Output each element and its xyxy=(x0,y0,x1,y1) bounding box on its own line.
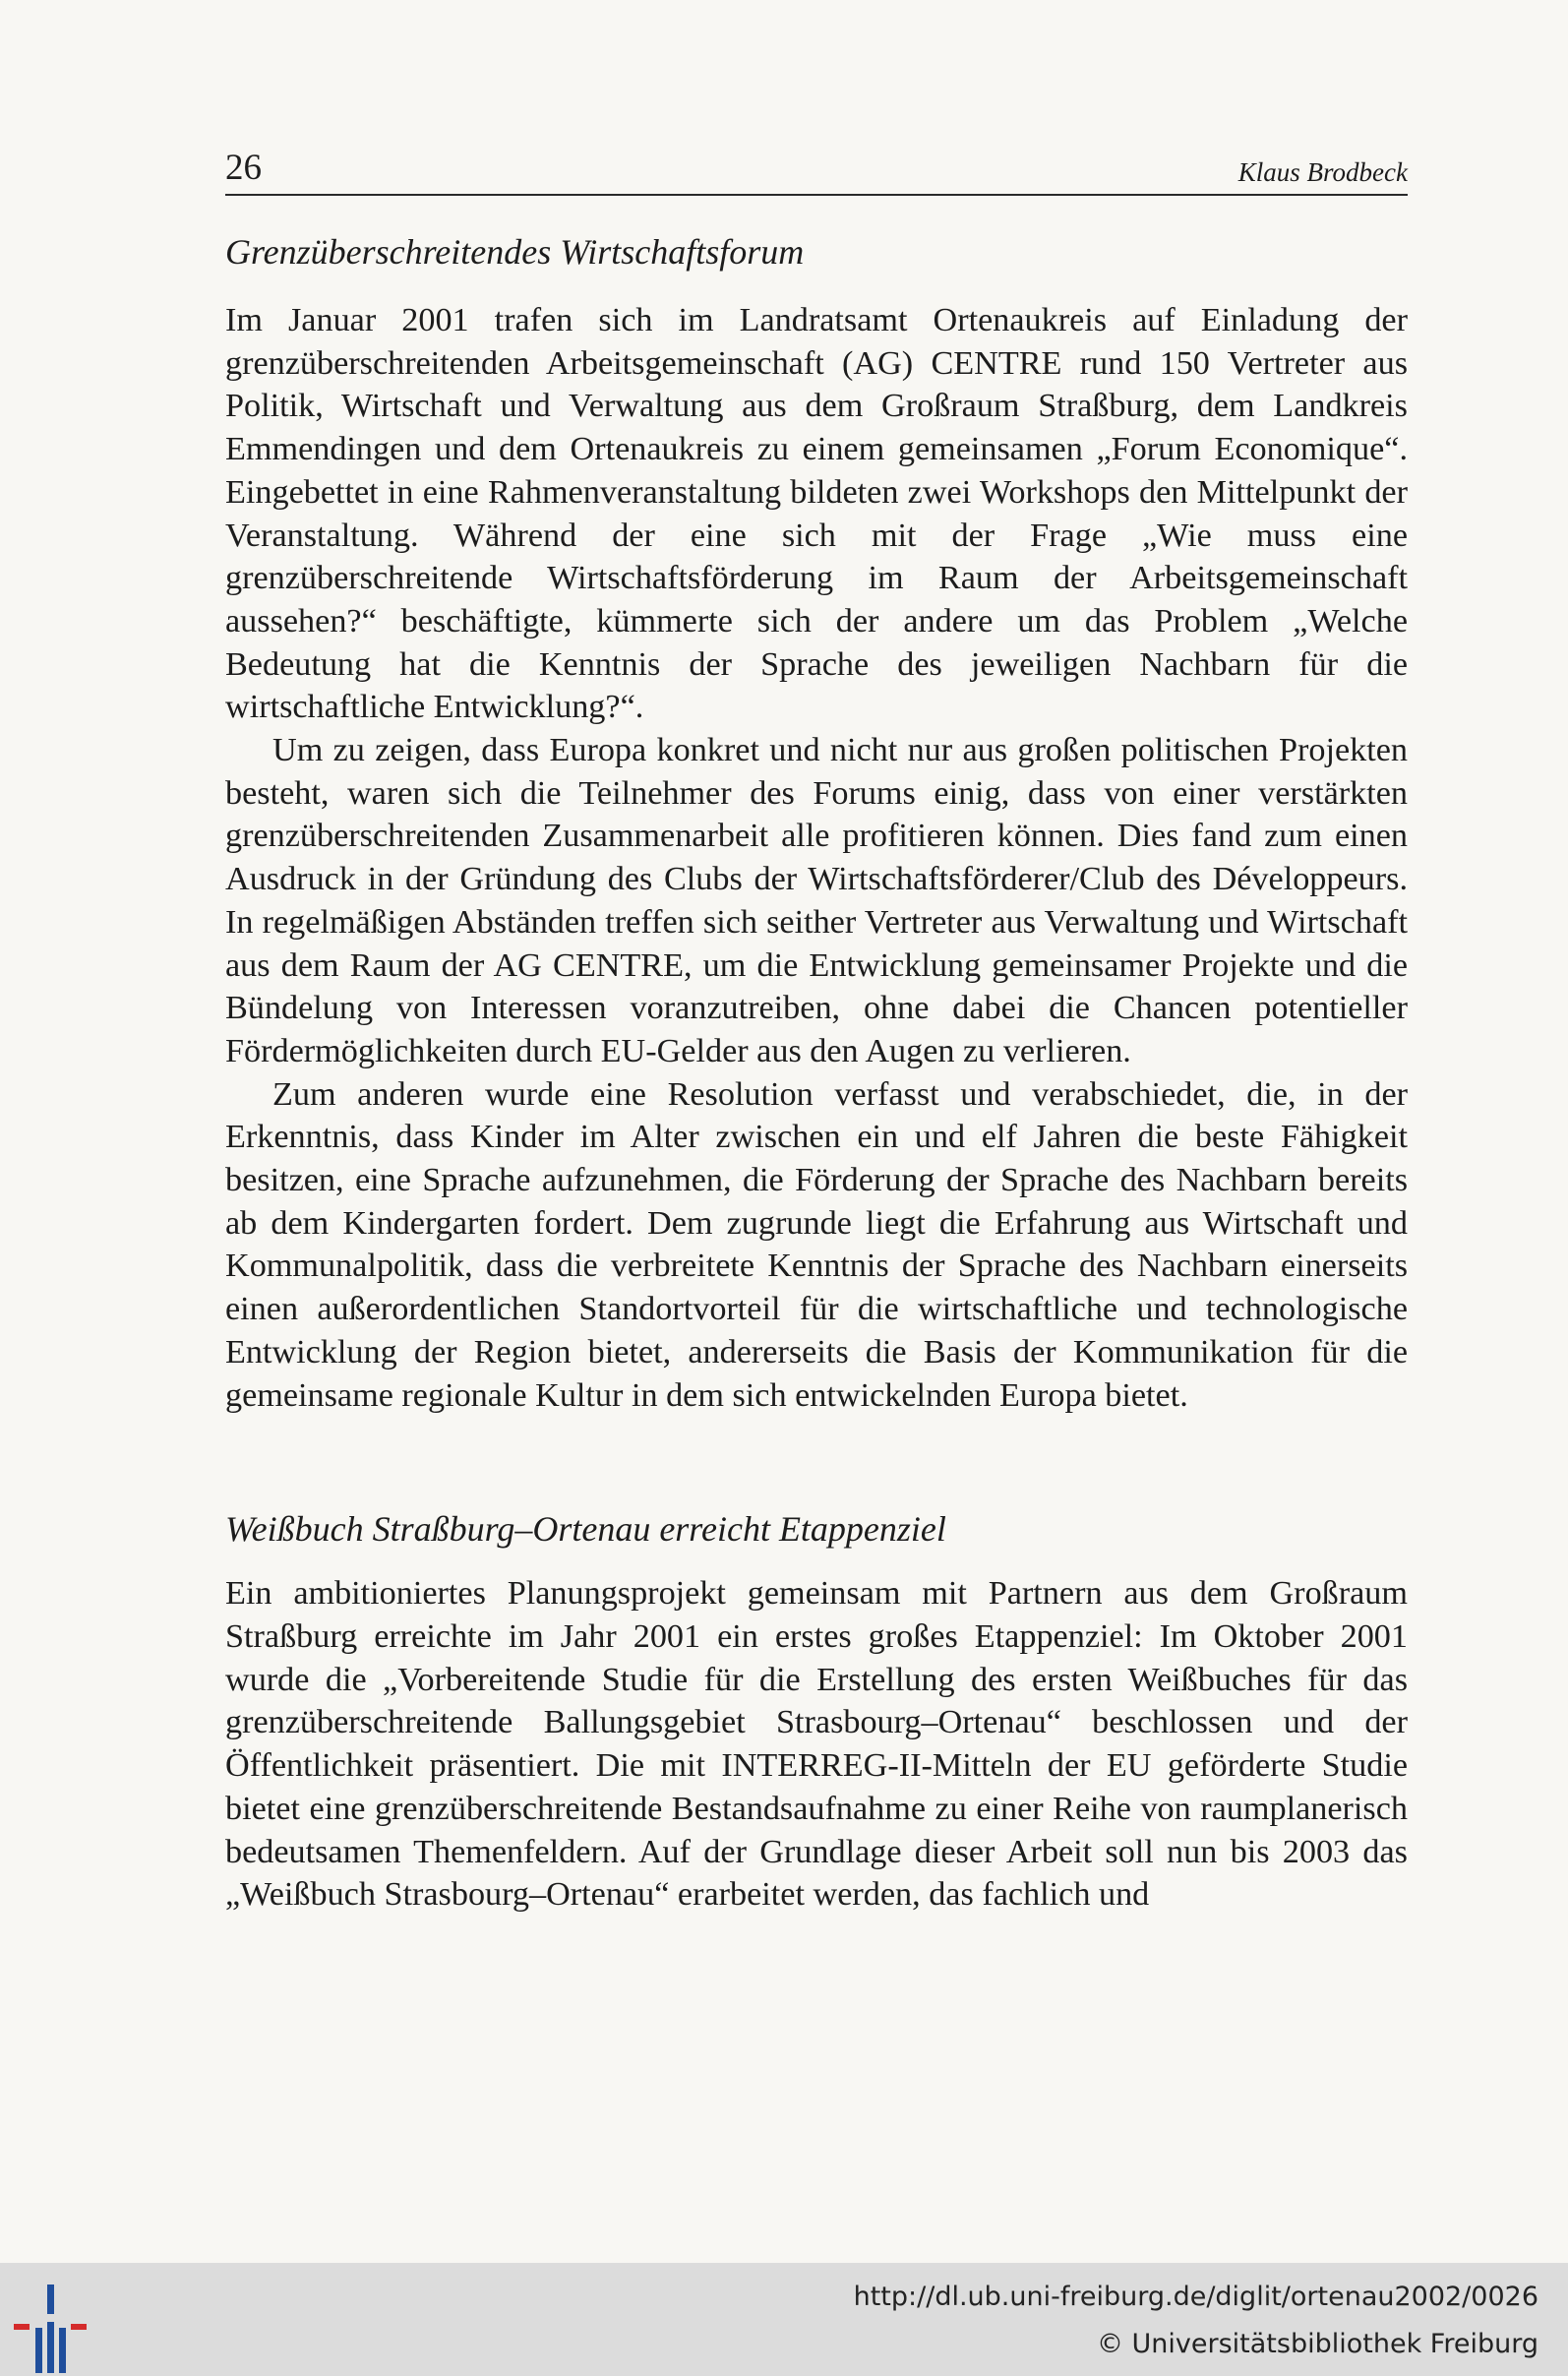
paragraph: Im Januar 2001 trafen sich im Landratsamt Ortenaukreis auf Einladung der grenzüberschreitenden Arbeitsgemeinschaft (AG) CENTRE rund 150 Vertreter aus Politik, Wirtschaft und Verwaltung aus dem Großraum Straßburg, dem Landkreis Emmendingen und dem Ortenaukreis zu einem gemeinsamen „Forum Economique“. Eingebettet in eine Rahmenveranstaltung bildeten zwei Workshops den Mittelpunkt der Veranstaltung. Während der eine sich mit der Frage „Wie muss eine grenzüberschreitende Wirtschaftsförderung im Raum der Arbeitsgemeinschaft aussehen?“ beschäftigte, kümmerte sich der andere um das Problem „Welche Bedeutung hat die Kenntnis der Sprache des jeweiligen Nachbarn für die wirtschaftliche Entwicklung?“. xyxy=(225,302,1408,726)
page-number: 26 xyxy=(225,148,262,188)
footer-bar xyxy=(0,2263,1568,2376)
source-url-link[interactable]: http://dl.ub.uni-freiburg.de/diglit/ortenau2002/0026 xyxy=(853,2282,1538,2312)
running-head xyxy=(225,143,1408,196)
section-heading: Weißbuch Straßburg–Ortenau erreicht Etappenziel xyxy=(225,1509,946,1550)
paragraph: Um zu zeigen, dass Europa konkret und nicht nur aus großen politischen Projekten besteht, waren sich die Teilnehmer des Forums einig, dass von einer verstärkten grenzüberschreitenden Zusammenarbeit alle profitieren können. Dies fand zum einen Ausdruck in der Gründung des Clubs der Wirtschaftsförderer/Club des Développeurs. In regelmäßigen Abständen treffen sich seither Vertreter aus Verwaltung und Wirtschaft aus dem Raum der AG CENTRE, um die Entwicklung gemeinsamer Projekte und die Bündelung von Interessen voranzutreiben, ohne dabei die Chancen potentieller Fördermöglichkeiten durch EU-Gelder aus den Augen zu verlieren. xyxy=(225,732,1408,1069)
paragraph: Ein ambitioniertes Planungsprojekt gemeinsam mit Partnern aus dem Großraum Straßburg erreichte im Jahr 2001 ein erstes großes Etappenziel: Im Oktober 2001 wurde die „Vorbereitende Studie für die Erstellung des ersten Weißbuches für das grenzüberschreitende Ballungsgebiet Strasbourg–Ortenau“ beschlossen und der Öffentlichkeit präsentiert. Die mit INTERREG-II-Mitteln der EU geförderte Studie bietet eine grenzüberschreitende Bestandsaufnahme zu einer Reihe von raumplanerisch bedeutsamen Themenfeldern. Auf der Grundlage dieser Arbeit soll nun bis 2003 das „Weißbuch Strasbourg–Ortenau“ erarbeitet werden, das fachlich und xyxy=(225,1575,1408,1914)
paragraph: Zum anderen wurde eine Resolution verfasst und verabschiedet, die, in der Erkenntnis, dass Kinder im Alter zwischen ein und elf Jahren die beste Fähigkeit besitzen, eine Sprache aufzunehmen, die Förderung der Sprache des Nachbarn bereits ab dem Kindergarten fordert. Dem zugrunde liegt die Erfahrung aus Wirtschaft und Kommunalpolitik, dass die verbreitete Kenntnis der Sprache des Nachbarn einerseits einen außerordentlichen Standortvorteil für die wirtschaftliche und technologische Entwicklung der Region bietet, andererseits die Basis der Kommunikation für die gemeinsame regionale Kultur in dem sich entwickelnden Europa bietet. xyxy=(225,1075,1408,1414)
section-weissbuch xyxy=(225,1505,1408,1917)
page-content xyxy=(225,228,1408,1917)
section-wirtschaftsforum xyxy=(225,228,1408,1417)
section-heading: Grenzüberschreitendes Wirtschaftsforum xyxy=(225,232,805,272)
ub-freiburg-logo-icon xyxy=(8,2285,101,2373)
running-head-author: Klaus Brodbeck xyxy=(1237,157,1408,187)
copyright-notice: © Universitätsbibliothek Freiburg xyxy=(1096,2329,1538,2359)
